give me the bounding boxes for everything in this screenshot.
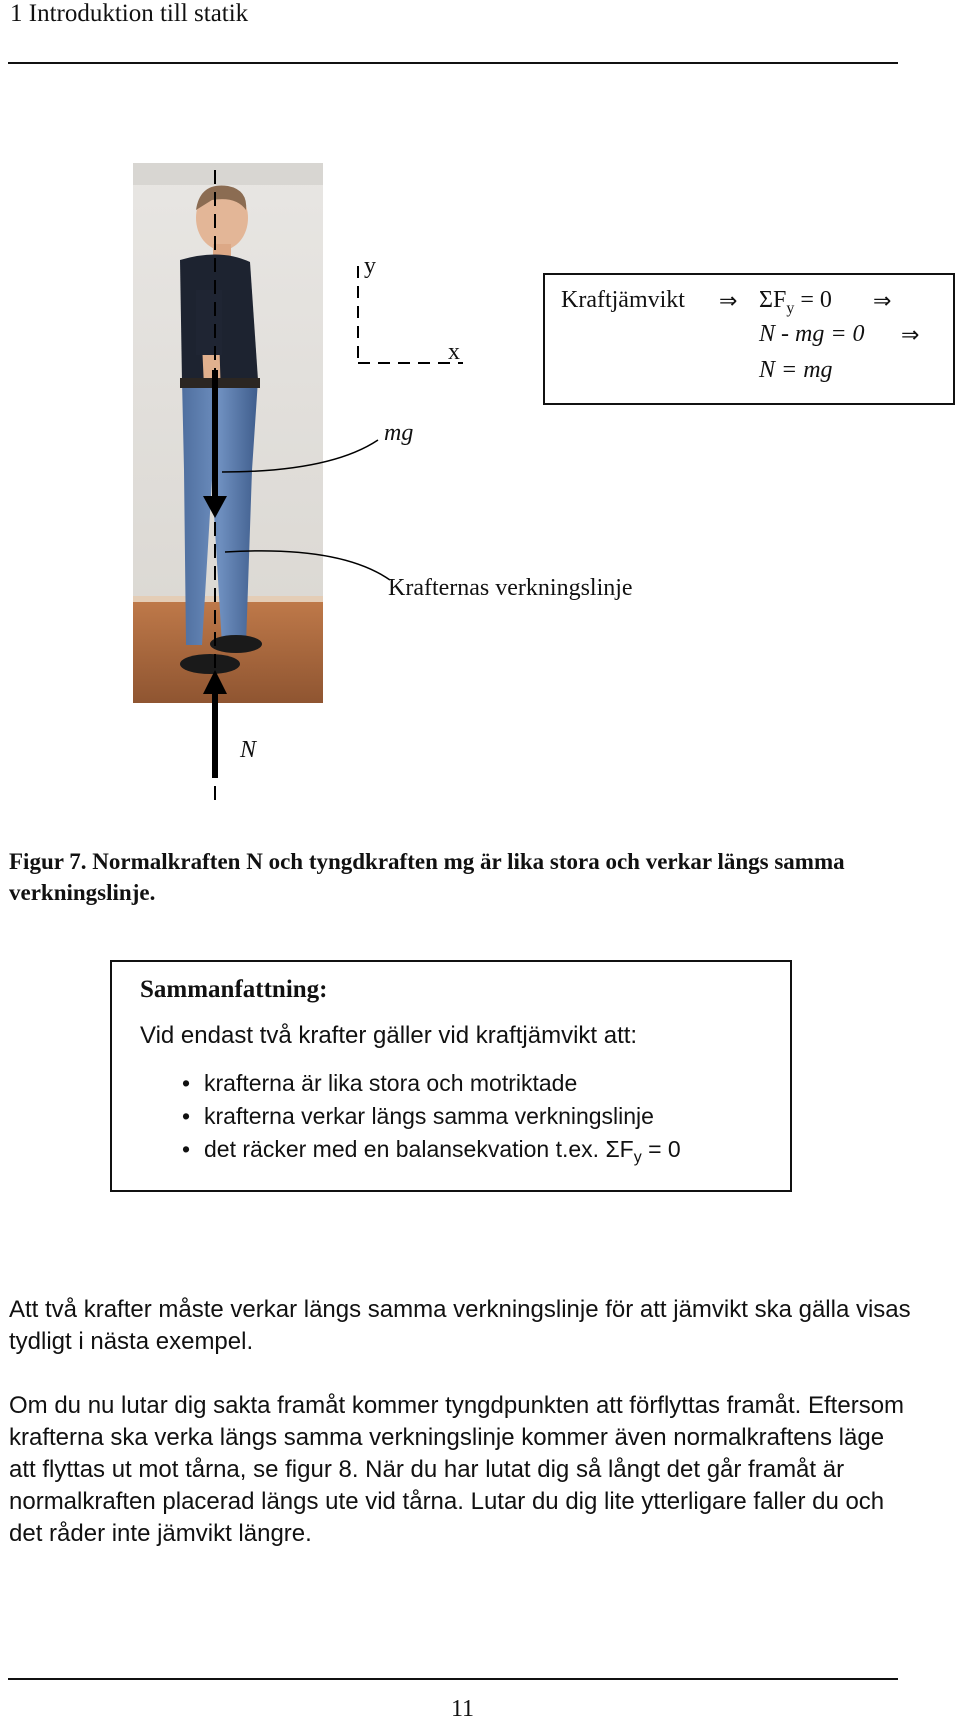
mg-label: mg: [384, 420, 414, 446]
axis-x-label: x: [448, 339, 460, 365]
implies-icon: ⇒: [719, 289, 738, 314]
person-photo: [133, 163, 323, 703]
page-number: 11: [450, 1696, 475, 1722]
equilibrium-box: [543, 273, 955, 405]
summary-box: [110, 960, 792, 1192]
normal-force-label: N: [240, 737, 257, 763]
footer-rule: [8, 1678, 898, 1680]
equilibrium-label: Kraftjämvikt: [561, 287, 685, 313]
force-figure: [0, 0, 960, 830]
figure-caption: Figur 7. Normalkraften N och tyngdkraften mg är lika stora och verkar längs samma verkningslinje.: [9, 849, 845, 905]
list-item: • krafterna är lika stora och motriktade: [204, 1070, 681, 1103]
sum-fy-equation: $\Sigma F_y = 0$: [759, 287, 832, 317]
list-item: • det räcker med en balansekvation t.ex. $\Sigma F_y = 0$: [204, 1136, 681, 1169]
balance-equation: N - mg = 0: [759, 321, 865, 347]
line-of-action-label: Krafternas verkningslinje: [388, 575, 633, 601]
implies-icon: ⇒: [901, 323, 920, 348]
summary-title: Sammanfattning:: [140, 976, 328, 1003]
axis-y-label: y: [364, 253, 376, 279]
paragraph-2: Om du nu lutar dig sakta framåt kommer tyngdpunkten att förflyttas framåt. Eftersom krafterna ska verka längs samma verkningslinje kommer även normalkraftens läge att flyttas ut mot tårna, se figur 8. När du har lutat dig så långt det går framåt är normalkraften placerad längs ute vid tårna. Lutar du dig lite ytterligare faller du och det råder inte jämvikt längre.: [9, 1392, 905, 1547]
list-item: • krafterna verkar längs samma verkningslinje: [204, 1103, 681, 1136]
result-equation: N = mg: [759, 357, 833, 383]
chapter-header: 1 Introduktion till statik: [10, 0, 249, 27]
summary-list: [204, 1070, 681, 1169]
paragraph-1: Att två krafter måste verkar längs samma verkningslinje för att jämvikt ska gälla visas tydligt i nästa exempel.: [9, 1296, 911, 1355]
summary-intro: Vid endast två krafter gäller vid kraftjämvikt att:: [140, 1022, 638, 1049]
implies-icon: ⇒: [873, 289, 892, 314]
